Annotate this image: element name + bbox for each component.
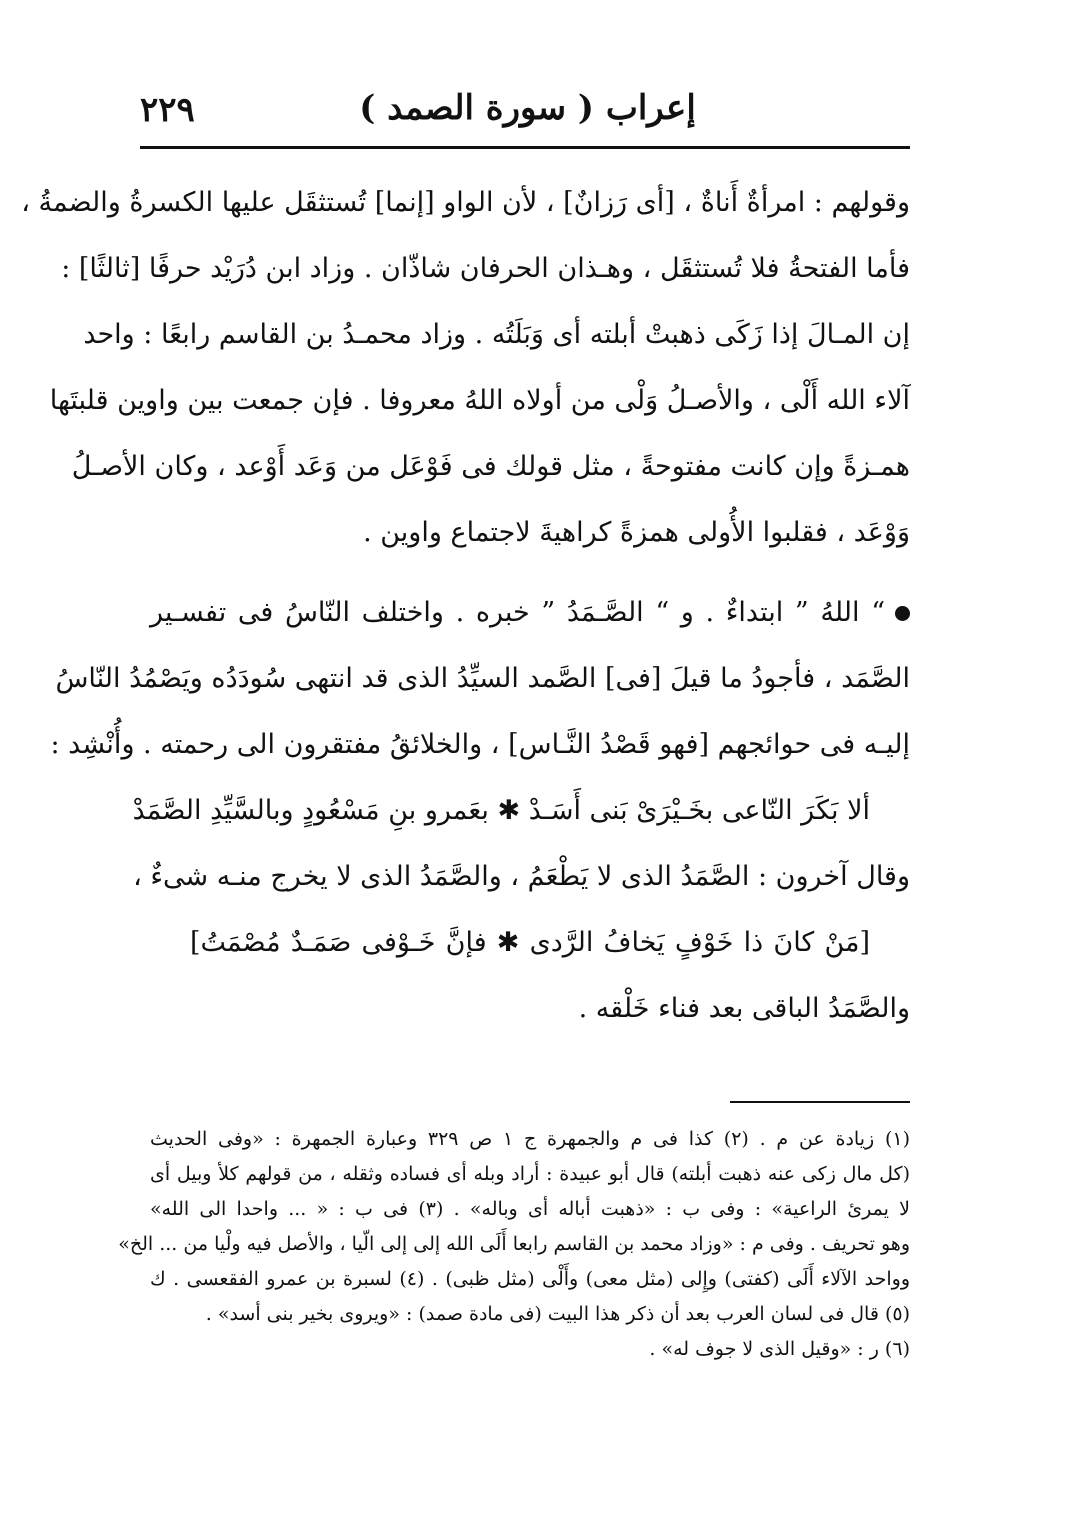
page-header [140, 88, 915, 144]
running-title: إعراب ( سورة الصمد ) [359, 88, 696, 128]
body-line: وقولهم : امرأةٌ أَناةٌ ، [أى رَزانٌ] ، لأن الواو [إنما] تُستثقَل عليها الكسرةُ والضمةُ ، [21, 187, 910, 218]
verse-line: ألا بَكَرَ النّاعى بخَـيْرَىْ بَنى أَسَـدْ ✱ بعَمرو بنِ مَسْعُودٍ وبالسَّيِّدِ الصَّمَدْ [132, 795, 870, 826]
verse-line: [مَنْ كانَ ذا خَوْفٍ يَخافُ الرَّدى ✱ فإنَّ خَـوْفى صَمَـدٌ مُصْمَتُ] [190, 927, 870, 958]
footnote-line: وهو تحريف . وفى م : «وزاد محمد بن القاسم رابعا أَلَى الله إلى إلى الّيا ، والأصل فيه ولْيا من ... الخ» [118, 1233, 910, 1255]
bullet-icon [895, 606, 910, 621]
footnote-line: لا يمرئ الراعية» : وفى ب : «ذهبت أباله أى وباله» . (٣) فى ب : « ... واحدا الى الله» [150, 1198, 910, 1220]
footnote-line: (١) زيادة عن م . (٢) كذا فى م والجمهرة ج ١ ص ٣٢٩ وعبارة الجمهرة : «وفى الحديث [150, 1128, 910, 1150]
body-line-text: “ اللهُ ” ابتداءٌ . و “ الصَّـمَدُ ” خبره . واختلف النّاسُ فى تفسـير [150, 597, 885, 628]
main-text [21, 170, 910, 1042]
body-line: وَوْعَد ، فقلبوا الأُولى همزةً كراهيةَ لاجتماع واوين . [363, 517, 910, 548]
body-line: فأما الفتحةُ فلا تُستثقَل ، وهـذان الحرفان شاذّان . وزاد ابن دُرَيْد حرفًا [ثالثًا] : [61, 253, 910, 284]
body-line-with-bullet [150, 580, 910, 646]
footnote-rule [730, 1101, 910, 1103]
body-line: آلاء الله أَلْى ، والأصـلُ وَلْى من أولاه اللهُ معروفا . فإن جمعت بين واوين قلبتَها [49, 385, 910, 416]
body-line: الصَّمَد ، فأجودُ ما قيلَ [فى] الصَّمد السيِّدُ الذى قد انتهى سُودَدُه ويَصْمُدُ النّاسُ [55, 663, 910, 694]
footnote-line: (٦) ر : «وقيل الذى لا جوف له» . [649, 1338, 910, 1360]
body-line: إن المـالَ إذا زَكَى ذهبتْ أبلته أى وَبَلَتُه . وزاد محمـدُ بن القاسم رابعًا : واحد [83, 319, 910, 350]
footnotes [118, 1122, 911, 1367]
body-line: والصَّمَدُ الباقى بعد فناء خَلْقه . [578, 993, 910, 1024]
body-line: إليـه فى حوائجهم [فهو قَصْدُ النَّـاس] ، والخلائقُ مفتقرون الى رحمته . وأُنْشِد : [50, 729, 910, 760]
footnote-line: وواحد الآلاء أَلَى (كفتى) وإِلى (مثل معى) وأَلْى (مثل ظبى) . (٤) لسبرة بن عمرو الفقعسى . ك [150, 1268, 911, 1290]
header-rule [140, 146, 910, 149]
page-number: ٢٢٩ [140, 90, 195, 130]
footnote-line: (٥) قال فى لسان العرب بعد أن ذكر هذا البيت (فى مادة صمد) : «ويروى بخير بنى أسد» . [205, 1303, 910, 1325]
body-line: وقال آخرون : الصَّمَدُ الذى لا يَطْعَمُ ، والصَّمَدُ الذى لا يخرج منـه شىءٌ ، [133, 861, 910, 892]
body-line: همـزةً وإن كانت مفتوحةً ، مثل قولك فى فَوْعَل من وَعَد أَوْعد ، وكان الأصـلُ [71, 451, 910, 482]
footnote-line: (كل مال زكى عنه ذهبت أبلته) قال أبو عبيدة : أراد وبله أى فساده وثقله ، من قولهم كلأ وبيل أى [150, 1163, 910, 1185]
